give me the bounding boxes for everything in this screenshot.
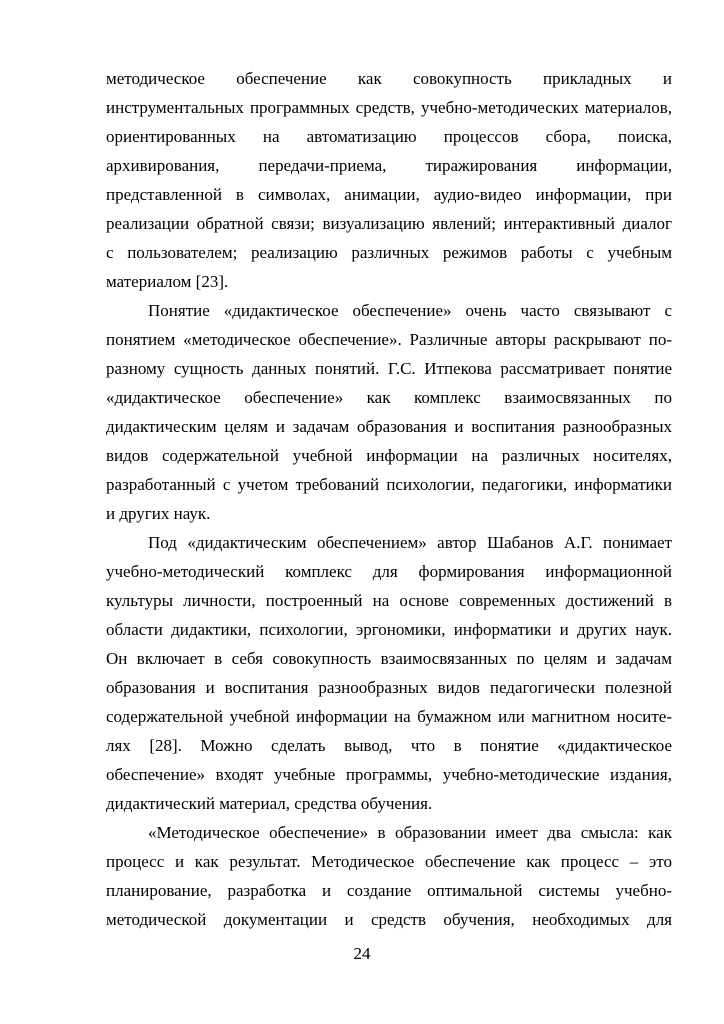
text-line: содержательной учебной информации на бумажном или магнитном носите- bbox=[106, 707, 672, 726]
text-line: области дидактики, психологии, эргономики, информатики и других наук. bbox=[106, 620, 672, 639]
text-line: понятием «методическое обеспечение». Различные авторы раскрывают по- bbox=[106, 330, 672, 349]
text-line: «дидактическое обеспечение» как комплекс взаимосвязанных по bbox=[106, 388, 672, 407]
paragraph-1 bbox=[106, 64, 672, 296]
text-line: методической документации и средств обучения, необходимых для bbox=[106, 910, 672, 929]
text-line: видов содержательной учебной информации на различных носителях, bbox=[106, 446, 672, 465]
text-line: культуры личности, построенный на основе современных достижений в bbox=[106, 591, 672, 610]
body-text bbox=[106, 64, 672, 934]
text-line: лях [28]. Можно сделать вывод, что в понятие «дидактическое bbox=[106, 736, 672, 755]
text-line: представленной в символах, анимации, аудио-видео информации, при bbox=[106, 185, 672, 204]
page-number: 24 bbox=[353, 944, 371, 963]
text-line: образования и воспитания разнообразных видов педагогически полезной bbox=[106, 678, 672, 697]
text-line: дидактическим целям и задачам образования и воспитания разнообразных bbox=[106, 417, 672, 436]
text-line: архивирования, передачи-приема, тиражирования информации, bbox=[106, 156, 672, 175]
text-line: Он включает в себя совокупность взаимосвязанных по целям и задачам bbox=[106, 649, 672, 668]
text-line: материалом [23]. bbox=[106, 272, 229, 291]
text-line: методическое обеспечение как совокупность прикладных и bbox=[106, 69, 672, 88]
paragraph-4 bbox=[106, 818, 672, 934]
text-line: Под «дидактическим обеспечением» автор Шабанов А.Г. понимает bbox=[148, 533, 672, 552]
text-line: реализации обратной связи; визуализацию явлений; интерактивный диалог bbox=[106, 214, 672, 233]
text-line: процесс и как результат. Методическое обеспечение как процесс – это bbox=[106, 852, 672, 871]
text-line: планирование, разработка и создание оптимальной системы учебно- bbox=[106, 881, 672, 900]
text-line: ориентированных на автоматизацию процессов сбора, поиска, bbox=[106, 127, 672, 146]
text-line: разработанный с учетом требований психологии, педагогики, информатики bbox=[106, 475, 672, 494]
text-line: с пользователем; реализацию различных режимов работы с учебным bbox=[106, 243, 672, 262]
text-line: Понятие «дидактическое обеспечение» очень часто связывают с bbox=[148, 301, 672, 320]
text-line: «Методическое обеспечение» в образовании имеет два смысла: как bbox=[148, 823, 672, 842]
text-line: и других наук. bbox=[106, 504, 211, 523]
text-line: инструментальных программных средств, учебно-методических материалов, bbox=[106, 98, 672, 117]
text-line: обеспечение» входят учебные программы, учебно-методические издания, bbox=[106, 765, 672, 784]
paragraph-2 bbox=[106, 296, 672, 528]
paragraph-3 bbox=[106, 528, 672, 818]
text-line: дидактический материал, средства обучения. bbox=[106, 794, 433, 813]
text-line: разному сущность данных понятий. Г.С. Итпекова рассматривает понятие bbox=[106, 359, 672, 378]
text-line: учебно-методический комплекс для формирования информационной bbox=[106, 562, 672, 581]
